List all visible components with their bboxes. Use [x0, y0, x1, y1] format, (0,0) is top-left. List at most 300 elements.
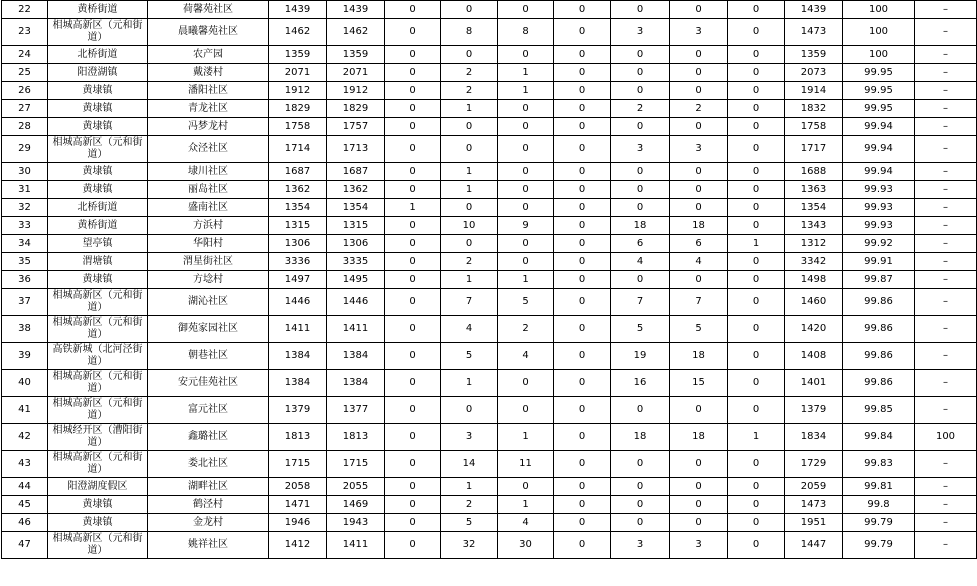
note-cell: – [915, 100, 977, 118]
row-number-cell: 42 [2, 424, 48, 451]
value-cell-c: 0 [385, 46, 441, 64]
value-cell-h: 0 [670, 271, 728, 289]
value-cell-g: 0 [611, 199, 670, 217]
value-cell-i: 0 [728, 19, 785, 46]
value-cell-i: 0 [728, 217, 785, 235]
row-number-cell: 44 [2, 478, 48, 496]
value-cell-g: 3 [611, 136, 670, 163]
value-cell-b: 1362 [327, 181, 385, 199]
community-cell: 渭星街社区 [148, 253, 269, 271]
table-row [2, 181, 977, 199]
value-cell-f: 0 [554, 316, 611, 343]
value-cell-e: 0 [498, 118, 554, 136]
rate-cell: 100 [843, 19, 915, 46]
row-number-cell: 34 [2, 235, 48, 253]
rate-cell: 100 [843, 46, 915, 64]
value-cell-b: 1377 [327, 397, 385, 424]
value-cell-c: 0 [385, 478, 441, 496]
table-row [2, 370, 977, 397]
row-number-cell: 39 [2, 343, 48, 370]
value-cell-h: 0 [670, 451, 728, 478]
value-cell-a: 1715 [269, 451, 327, 478]
row-number-cell: 26 [2, 82, 48, 100]
value-cell-c: 0 [385, 253, 441, 271]
value-cell-e: 1 [498, 496, 554, 514]
value-cell-a: 1439 [269, 1, 327, 19]
value-cell-f: 0 [554, 64, 611, 82]
note-cell: – [915, 532, 977, 559]
rate-cell: 99.79 [843, 514, 915, 532]
note-cell: – [915, 136, 977, 163]
street-cell: 黄埭镇 [48, 271, 148, 289]
row-number-cell: 32 [2, 199, 48, 217]
value-cell-c: 0 [385, 289, 441, 316]
value-cell-b: 2055 [327, 478, 385, 496]
total-cell: 1951 [785, 514, 843, 532]
value-cell-f: 0 [554, 199, 611, 217]
note-cell: – [915, 397, 977, 424]
total-cell: 1473 [785, 496, 843, 514]
value-cell-e: 30 [498, 532, 554, 559]
value-cell-g: 6 [611, 235, 670, 253]
total-cell: 1401 [785, 370, 843, 397]
value-cell-d: 2 [441, 253, 498, 271]
value-cell-h: 3 [670, 532, 728, 559]
row-number-cell: 40 [2, 370, 48, 397]
value-cell-b: 1715 [327, 451, 385, 478]
value-cell-i: 0 [728, 532, 785, 559]
total-cell: 2059 [785, 478, 843, 496]
total-cell: 1354 [785, 199, 843, 217]
value-cell-h: 18 [670, 217, 728, 235]
value-cell-b: 1384 [327, 343, 385, 370]
value-cell-e: 0 [498, 397, 554, 424]
value-cell-a: 1946 [269, 514, 327, 532]
value-cell-c: 0 [385, 163, 441, 181]
row-number-cell: 25 [2, 64, 48, 82]
note-cell: – [915, 217, 977, 235]
value-cell-e: 11 [498, 451, 554, 478]
value-cell-d: 0 [441, 199, 498, 217]
community-cell: 朝巷社区 [148, 343, 269, 370]
value-cell-c: 0 [385, 316, 441, 343]
rate-cell: 99.94 [843, 118, 915, 136]
value-cell-d: 5 [441, 343, 498, 370]
value-cell-i: 0 [728, 181, 785, 199]
value-cell-i: 1 [728, 235, 785, 253]
value-cell-c: 0 [385, 19, 441, 46]
value-cell-h: 0 [670, 46, 728, 64]
table-body [2, 1, 977, 559]
value-cell-h: 0 [670, 64, 728, 82]
value-cell-i: 0 [728, 496, 785, 514]
rate-cell: 99.93 [843, 217, 915, 235]
rate-cell: 99.84 [843, 424, 915, 451]
note-cell: – [915, 451, 977, 478]
value-cell-a: 1714 [269, 136, 327, 163]
value-cell-c: 0 [385, 82, 441, 100]
table-row [2, 235, 977, 253]
row-number-cell: 29 [2, 136, 48, 163]
rate-cell: 99.83 [843, 451, 915, 478]
value-cell-h: 18 [670, 343, 728, 370]
note-cell: 100 [915, 424, 977, 451]
value-cell-b: 2071 [327, 64, 385, 82]
row-number-cell: 41 [2, 397, 48, 424]
community-cell: 埭川社区 [148, 163, 269, 181]
street-cell: 望亭镇 [48, 235, 148, 253]
value-cell-a: 1354 [269, 199, 327, 217]
value-cell-e: 0 [498, 199, 554, 217]
total-cell: 1408 [785, 343, 843, 370]
row-number-cell: 45 [2, 496, 48, 514]
value-cell-c: 0 [385, 343, 441, 370]
value-cell-a: 1384 [269, 370, 327, 397]
row-number-cell: 33 [2, 217, 48, 235]
value-cell-g: 18 [611, 424, 670, 451]
table-row [2, 100, 977, 118]
value-cell-g: 4 [611, 253, 670, 271]
value-cell-d: 3 [441, 424, 498, 451]
value-cell-i: 0 [728, 478, 785, 496]
value-cell-d: 1 [441, 163, 498, 181]
value-cell-d: 2 [441, 496, 498, 514]
value-cell-f: 0 [554, 217, 611, 235]
street-cell: 相城高新区（元和街道） [48, 397, 148, 424]
value-cell-f: 0 [554, 235, 611, 253]
value-cell-b: 1411 [327, 532, 385, 559]
note-cell: – [915, 46, 977, 64]
table-row [2, 136, 977, 163]
total-cell: 1420 [785, 316, 843, 343]
value-cell-g: 16 [611, 370, 670, 397]
value-cell-c: 1 [385, 199, 441, 217]
value-cell-d: 7 [441, 289, 498, 316]
street-cell: 相城高新区（元和街道） [48, 532, 148, 559]
community-cell: 众泾社区 [148, 136, 269, 163]
value-cell-a: 2071 [269, 64, 327, 82]
value-cell-e: 1 [498, 424, 554, 451]
value-cell-e: 9 [498, 217, 554, 235]
note-cell: – [915, 289, 977, 316]
value-cell-a: 1315 [269, 217, 327, 235]
value-cell-b: 1462 [327, 19, 385, 46]
value-cell-f: 0 [554, 100, 611, 118]
value-cell-e: 4 [498, 343, 554, 370]
value-cell-e: 0 [498, 163, 554, 181]
community-cell: 冯梦龙村 [148, 118, 269, 136]
value-cell-d: 14 [441, 451, 498, 478]
value-cell-a: 1411 [269, 316, 327, 343]
row-number-cell: 28 [2, 118, 48, 136]
street-cell: 黄埭镇 [48, 118, 148, 136]
rate-cell: 99.86 [843, 289, 915, 316]
value-cell-c: 0 [385, 1, 441, 19]
value-cell-g: 0 [611, 64, 670, 82]
value-cell-g: 0 [611, 82, 670, 100]
value-cell-h: 2 [670, 100, 728, 118]
value-cell-a: 1758 [269, 118, 327, 136]
row-number-cell: 38 [2, 316, 48, 343]
value-cell-g: 7 [611, 289, 670, 316]
value-cell-f: 0 [554, 181, 611, 199]
value-cell-i: 0 [728, 118, 785, 136]
row-number-cell: 36 [2, 271, 48, 289]
value-cell-f: 0 [554, 1, 611, 19]
value-cell-i: 0 [728, 316, 785, 343]
total-cell: 1359 [785, 46, 843, 64]
value-cell-e: 1 [498, 271, 554, 289]
value-cell-g: 0 [611, 496, 670, 514]
value-cell-a: 1462 [269, 19, 327, 46]
row-number-cell: 46 [2, 514, 48, 532]
value-cell-c: 0 [385, 397, 441, 424]
community-cell: 丽岛社区 [148, 181, 269, 199]
table-row [2, 163, 977, 181]
note-cell: – [915, 235, 977, 253]
value-cell-h: 0 [670, 478, 728, 496]
value-cell-e: 0 [498, 1, 554, 19]
value-cell-f: 0 [554, 451, 611, 478]
value-cell-a: 1384 [269, 343, 327, 370]
rate-cell: 99.95 [843, 64, 915, 82]
rate-cell: 99.94 [843, 136, 915, 163]
row-number-cell: 35 [2, 253, 48, 271]
value-cell-f: 0 [554, 289, 611, 316]
note-cell: – [915, 370, 977, 397]
total-cell: 1834 [785, 424, 843, 451]
value-cell-d: 8 [441, 19, 498, 46]
value-cell-f: 0 [554, 478, 611, 496]
table-row [2, 1, 977, 19]
value-cell-b: 1384 [327, 370, 385, 397]
community-cell: 方浜村 [148, 217, 269, 235]
note-cell: – [915, 181, 977, 199]
total-cell: 1729 [785, 451, 843, 478]
value-cell-c: 0 [385, 496, 441, 514]
total-cell: 1498 [785, 271, 843, 289]
note-cell: – [915, 19, 977, 46]
value-cell-g: 0 [611, 118, 670, 136]
value-cell-c: 0 [385, 532, 441, 559]
value-cell-c: 0 [385, 64, 441, 82]
value-cell-h: 15 [670, 370, 728, 397]
table-row [2, 478, 977, 496]
total-cell: 1343 [785, 217, 843, 235]
rate-cell: 99.95 [843, 82, 915, 100]
value-cell-g: 0 [611, 46, 670, 64]
value-cell-d: 1 [441, 181, 498, 199]
table-row [2, 82, 977, 100]
value-cell-d: 1 [441, 271, 498, 289]
value-cell-d: 32 [441, 532, 498, 559]
street-cell: 黄埭镇 [48, 82, 148, 100]
street-cell: 黄桥街道 [48, 1, 148, 19]
note-cell: – [915, 316, 977, 343]
row-number-cell: 24 [2, 46, 48, 64]
value-cell-b: 1943 [327, 514, 385, 532]
rate-cell: 99.86 [843, 343, 915, 370]
street-cell: 相城高新区（元和街道） [48, 316, 148, 343]
value-cell-i: 0 [728, 253, 785, 271]
street-cell: 相城高新区（元和街道） [48, 370, 148, 397]
value-cell-a: 1379 [269, 397, 327, 424]
value-cell-e: 0 [498, 136, 554, 163]
value-cell-e: 0 [498, 478, 554, 496]
table-row [2, 451, 977, 478]
value-cell-e: 0 [498, 100, 554, 118]
street-cell: 相城高新区（元和街道） [48, 451, 148, 478]
value-cell-h: 0 [670, 163, 728, 181]
table-row [2, 496, 977, 514]
value-cell-g: 0 [611, 163, 670, 181]
table-row [2, 424, 977, 451]
value-cell-g: 0 [611, 181, 670, 199]
value-cell-c: 0 [385, 235, 441, 253]
value-cell-b: 1713 [327, 136, 385, 163]
street-cell: 相城高新区（元和街道） [48, 289, 148, 316]
value-cell-h: 0 [670, 397, 728, 424]
value-cell-d: 10 [441, 217, 498, 235]
rate-cell: 99.81 [843, 478, 915, 496]
community-cell: 湖畔社区 [148, 478, 269, 496]
value-cell-g: 0 [611, 514, 670, 532]
value-cell-b: 1446 [327, 289, 385, 316]
value-cell-h: 4 [670, 253, 728, 271]
value-cell-g: 0 [611, 451, 670, 478]
value-cell-a: 1471 [269, 496, 327, 514]
table-row [2, 64, 977, 82]
value-cell-a: 1412 [269, 532, 327, 559]
value-cell-i: 0 [728, 397, 785, 424]
value-cell-b: 1359 [327, 46, 385, 64]
community-cell: 方埝村 [148, 271, 269, 289]
total-cell: 1460 [785, 289, 843, 316]
value-cell-f: 0 [554, 370, 611, 397]
value-cell-b: 1469 [327, 496, 385, 514]
community-cell: 潘阳社区 [148, 82, 269, 100]
rate-cell: 99.94 [843, 163, 915, 181]
value-cell-g: 18 [611, 217, 670, 235]
value-cell-h: 0 [670, 82, 728, 100]
value-cell-d: 1 [441, 100, 498, 118]
value-cell-c: 0 [385, 217, 441, 235]
value-cell-h: 0 [670, 514, 728, 532]
table-row [2, 343, 977, 370]
note-cell: – [915, 163, 977, 181]
value-cell-b: 1439 [327, 1, 385, 19]
value-cell-a: 1813 [269, 424, 327, 451]
value-cell-i: 0 [728, 1, 785, 19]
value-cell-h: 7 [670, 289, 728, 316]
table-row [2, 19, 977, 46]
value-cell-d: 0 [441, 397, 498, 424]
rate-cell: 99.93 [843, 199, 915, 217]
value-cell-a: 3336 [269, 253, 327, 271]
value-cell-d: 5 [441, 514, 498, 532]
community-cell: 华阳村 [148, 235, 269, 253]
value-cell-e: 0 [498, 46, 554, 64]
value-cell-b: 1829 [327, 100, 385, 118]
street-cell: 阳澄湖镇 [48, 64, 148, 82]
value-cell-a: 2058 [269, 478, 327, 496]
note-cell: – [915, 118, 977, 136]
value-cell-b: 1315 [327, 217, 385, 235]
value-cell-g: 2 [611, 100, 670, 118]
value-cell-f: 0 [554, 19, 611, 46]
table-row [2, 289, 977, 316]
community-cell: 晨曦馨苑社区 [148, 19, 269, 46]
street-cell: 渭塘镇 [48, 253, 148, 271]
value-cell-a: 1829 [269, 100, 327, 118]
value-cell-c: 0 [385, 424, 441, 451]
community-cell: 青龙社区 [148, 100, 269, 118]
value-cell-h: 5 [670, 316, 728, 343]
value-cell-d: 2 [441, 64, 498, 82]
value-cell-f: 0 [554, 163, 611, 181]
community-cell: 娄北社区 [148, 451, 269, 478]
street-cell: 黄埭镇 [48, 163, 148, 181]
value-cell-d: 0 [441, 118, 498, 136]
value-cell-a: 1362 [269, 181, 327, 199]
value-cell-g: 0 [611, 478, 670, 496]
value-cell-f: 0 [554, 397, 611, 424]
value-cell-i: 0 [728, 343, 785, 370]
value-cell-f: 0 [554, 136, 611, 163]
value-cell-a: 1446 [269, 289, 327, 316]
value-cell-f: 0 [554, 253, 611, 271]
value-cell-e: 0 [498, 370, 554, 397]
value-cell-e: 1 [498, 82, 554, 100]
value-cell-c: 0 [385, 118, 441, 136]
rate-cell: 99.95 [843, 100, 915, 118]
note-cell: – [915, 64, 977, 82]
community-cell: 鹤泾村 [148, 496, 269, 514]
value-cell-i: 0 [728, 271, 785, 289]
rate-cell: 99.87 [843, 271, 915, 289]
total-cell: 1379 [785, 397, 843, 424]
note-cell: – [915, 478, 977, 496]
rate-cell: 99.92 [843, 235, 915, 253]
total-cell: 1473 [785, 19, 843, 46]
table-row [2, 397, 977, 424]
community-cell: 鑫璐社区 [148, 424, 269, 451]
value-cell-e: 8 [498, 19, 554, 46]
community-cell: 农产园 [148, 46, 269, 64]
value-cell-i: 0 [728, 514, 785, 532]
total-cell: 1312 [785, 235, 843, 253]
value-cell-b: 1306 [327, 235, 385, 253]
value-cell-e: 2 [498, 316, 554, 343]
value-cell-i: 0 [728, 163, 785, 181]
value-cell-i: 0 [728, 199, 785, 217]
value-cell-f: 0 [554, 424, 611, 451]
table-row [2, 253, 977, 271]
table-row [2, 217, 977, 235]
note-cell: – [915, 514, 977, 532]
value-cell-a: 1687 [269, 163, 327, 181]
value-cell-h: 3 [670, 136, 728, 163]
value-cell-h: 0 [670, 496, 728, 514]
value-cell-h: 0 [670, 199, 728, 217]
table-row [2, 118, 977, 136]
value-cell-g: 3 [611, 19, 670, 46]
value-cell-c: 0 [385, 271, 441, 289]
street-cell: 黄埭镇 [48, 181, 148, 199]
row-number-cell: 37 [2, 289, 48, 316]
total-cell: 1363 [785, 181, 843, 199]
row-number-cell: 30 [2, 163, 48, 181]
